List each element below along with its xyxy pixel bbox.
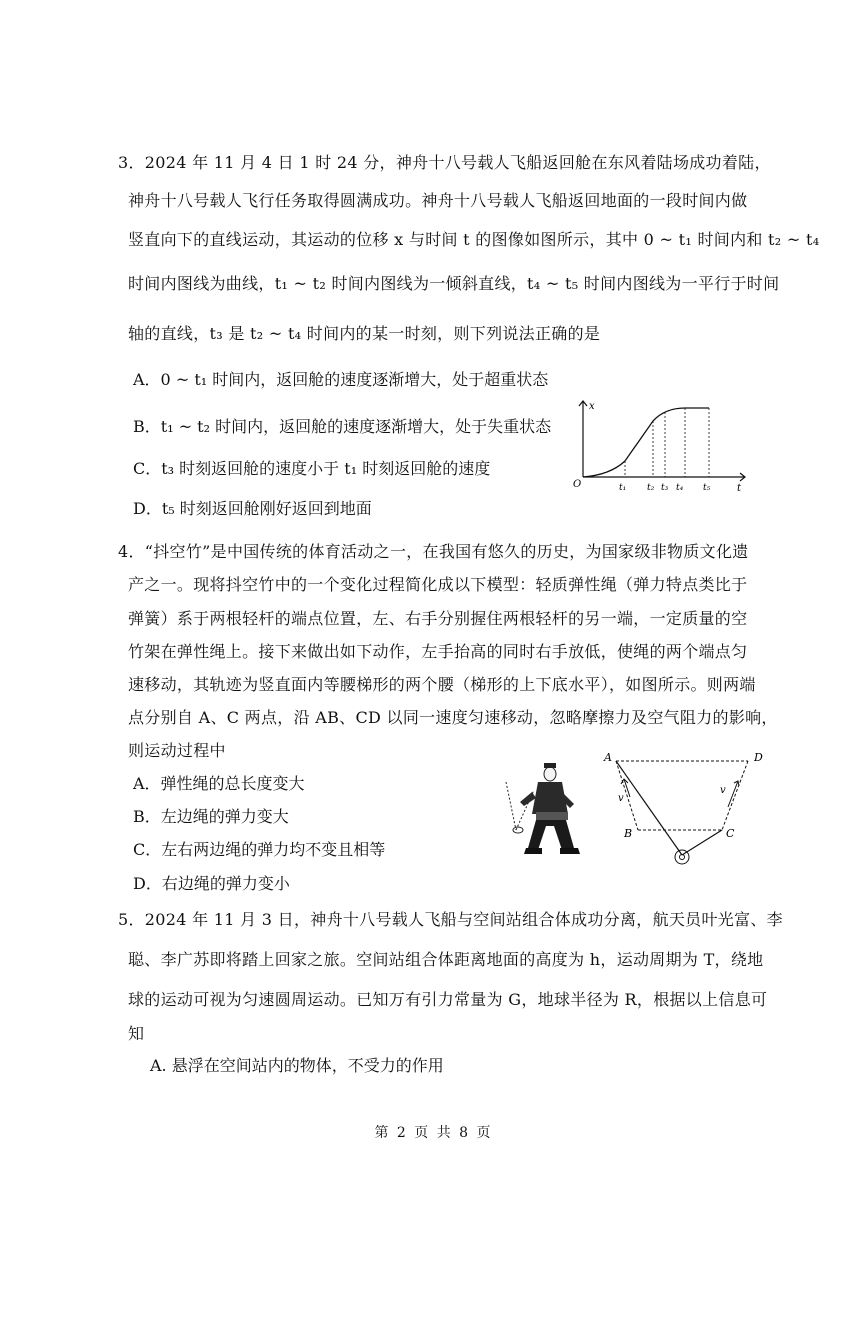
q3-graph-tick-t1: t₁ [619, 483, 627, 493]
q5-line-2: 聪、李广苏即将踏上回家之旅。空间站组合体距离地面的高度为 h，运动周期为 T，绕地 [128, 950, 764, 969]
q3-option-a: A．0 ~ t₁ 时间内，返回舱的速度逐渐增大，处于超重状态 [133, 370, 549, 389]
q3-xt-graph [565, 395, 755, 495]
q3-option-c: C．t₃ 时刻返回舱的速度小于 t₁ 时刻返回舱的速度 [133, 459, 491, 478]
q4-option-a: A．弹性绳的总长度变大 [133, 774, 305, 793]
q4-point-a: A [604, 751, 612, 764]
q3-graph-origin: O [573, 479, 582, 490]
q4-velocity-right: v [720, 785, 726, 796]
q4-line-4: 竹架在弹性绳上。接下来做出如下动作，左手抬高的同时右手放低，使绳的两个端点匀 [128, 642, 748, 661]
q3-line-4: 时间内图线为曲线，t₁ ~ t₂ 时间内图线为一倾斜直线，t₄ ~ t₅ 时间内图线为一平行于时间 [128, 274, 780, 293]
q3-option-d: D．t₅ 时刻返回舱刚好返回到地面 [133, 499, 372, 518]
q4-option-b: B．左边绳的弹力变大 [133, 807, 289, 826]
q3-graph-tick-t2: t₂ [647, 483, 655, 493]
q3-line-5: 轴的直线，t₃ 是 t₂ ~ t₄ 时间内的某一时刻，则下列说法正确的是 [128, 324, 601, 343]
q4-trapezoid-diagram [598, 745, 778, 875]
q4-option-d: D．右边绳的弹力变小 [133, 874, 290, 893]
q3-line-3: 竖直向下的直线运动，其运动的位移 x 与时间 t 的图像如图所示，其中 0 ~ t₁ 时间内和 t₂ ~ t₄ [128, 230, 820, 249]
q5-option-a: A. 悬浮在空间站内的物体，不受力的作用 [150, 1056, 444, 1075]
q3-option-b: B．t₁ ~ t₂ 时间内，返回舱的速度逐渐增大，处于失重状态 [133, 417, 552, 436]
q5-line-3: 球的运动可视为匀速圆周运动。已知万有引力常量为 G，地球半径为 R，根据以上信息可 [128, 990, 768, 1009]
q3-graph-tick-t4: t₄ [676, 483, 684, 493]
q3-graph-tick-t5: t₅ [703, 483, 711, 493]
q4-point-d: D [754, 751, 763, 764]
q5-line-1: 5．2024 年 11 月 3 日，神舟十八号载人飞船与空间站组合体成功分离，航天员叶光富、李 [118, 910, 783, 929]
q4-line-5: 速移动，其轨迹为竖直面内等腰梯形的两个腰（梯形的上下底水平），如图所示。则两端 [128, 675, 756, 694]
q5-line-4: 知 [128, 1024, 145, 1043]
q4-point-b: B [624, 827, 633, 840]
q4-point-c: C [726, 827, 735, 840]
q3-line-2: 神舟十八号载人飞行任务取得圆满成功。神舟十八号载人飞船返回地面的一段时间内做 [128, 191, 748, 210]
diabolo-player-illustration [498, 752, 608, 864]
q4-option-c: C．左右两边绳的弹力均不变且相等 [133, 840, 386, 859]
q4-line-2: 产之一。现将抖空竹中的一个变化过程简化成以下模型：轻质弹性绳（弹力特点类比于 [128, 575, 748, 594]
q4-line-6: 点分别自 A、C 两点，沿 AB、CD 以同一速度匀速移动，忽略摩擦力及空气阻力的影响， [128, 708, 778, 727]
q3-graph-x-label: t [737, 483, 742, 494]
q3-graph-y-label: x [589, 401, 595, 412]
q3-line-1: 3．2024 年 11 月 4 日 1 时 24 分，神舟十八号载人飞船返回舱在东风着陆场成功着陆， [118, 153, 771, 172]
q4-line-3: 弹簧）系于两根轻杆的端点位置，左、右手分别握住两根轻杆的另一端，一定质量的空 [128, 609, 748, 628]
q3-graph-tick-t3: t₃ [661, 483, 669, 493]
q4-line-1: 4．“抖空竹”是中国传统的体育活动之一，在我国有悠久的历史，为国家级非物质文化遗 [118, 542, 749, 561]
q4-line-7: 则运动过程中 [128, 741, 226, 760]
page-footer: 第 2 页 共 8 页 [374, 1125, 493, 1141]
q4-velocity-left: v [618, 793, 624, 804]
